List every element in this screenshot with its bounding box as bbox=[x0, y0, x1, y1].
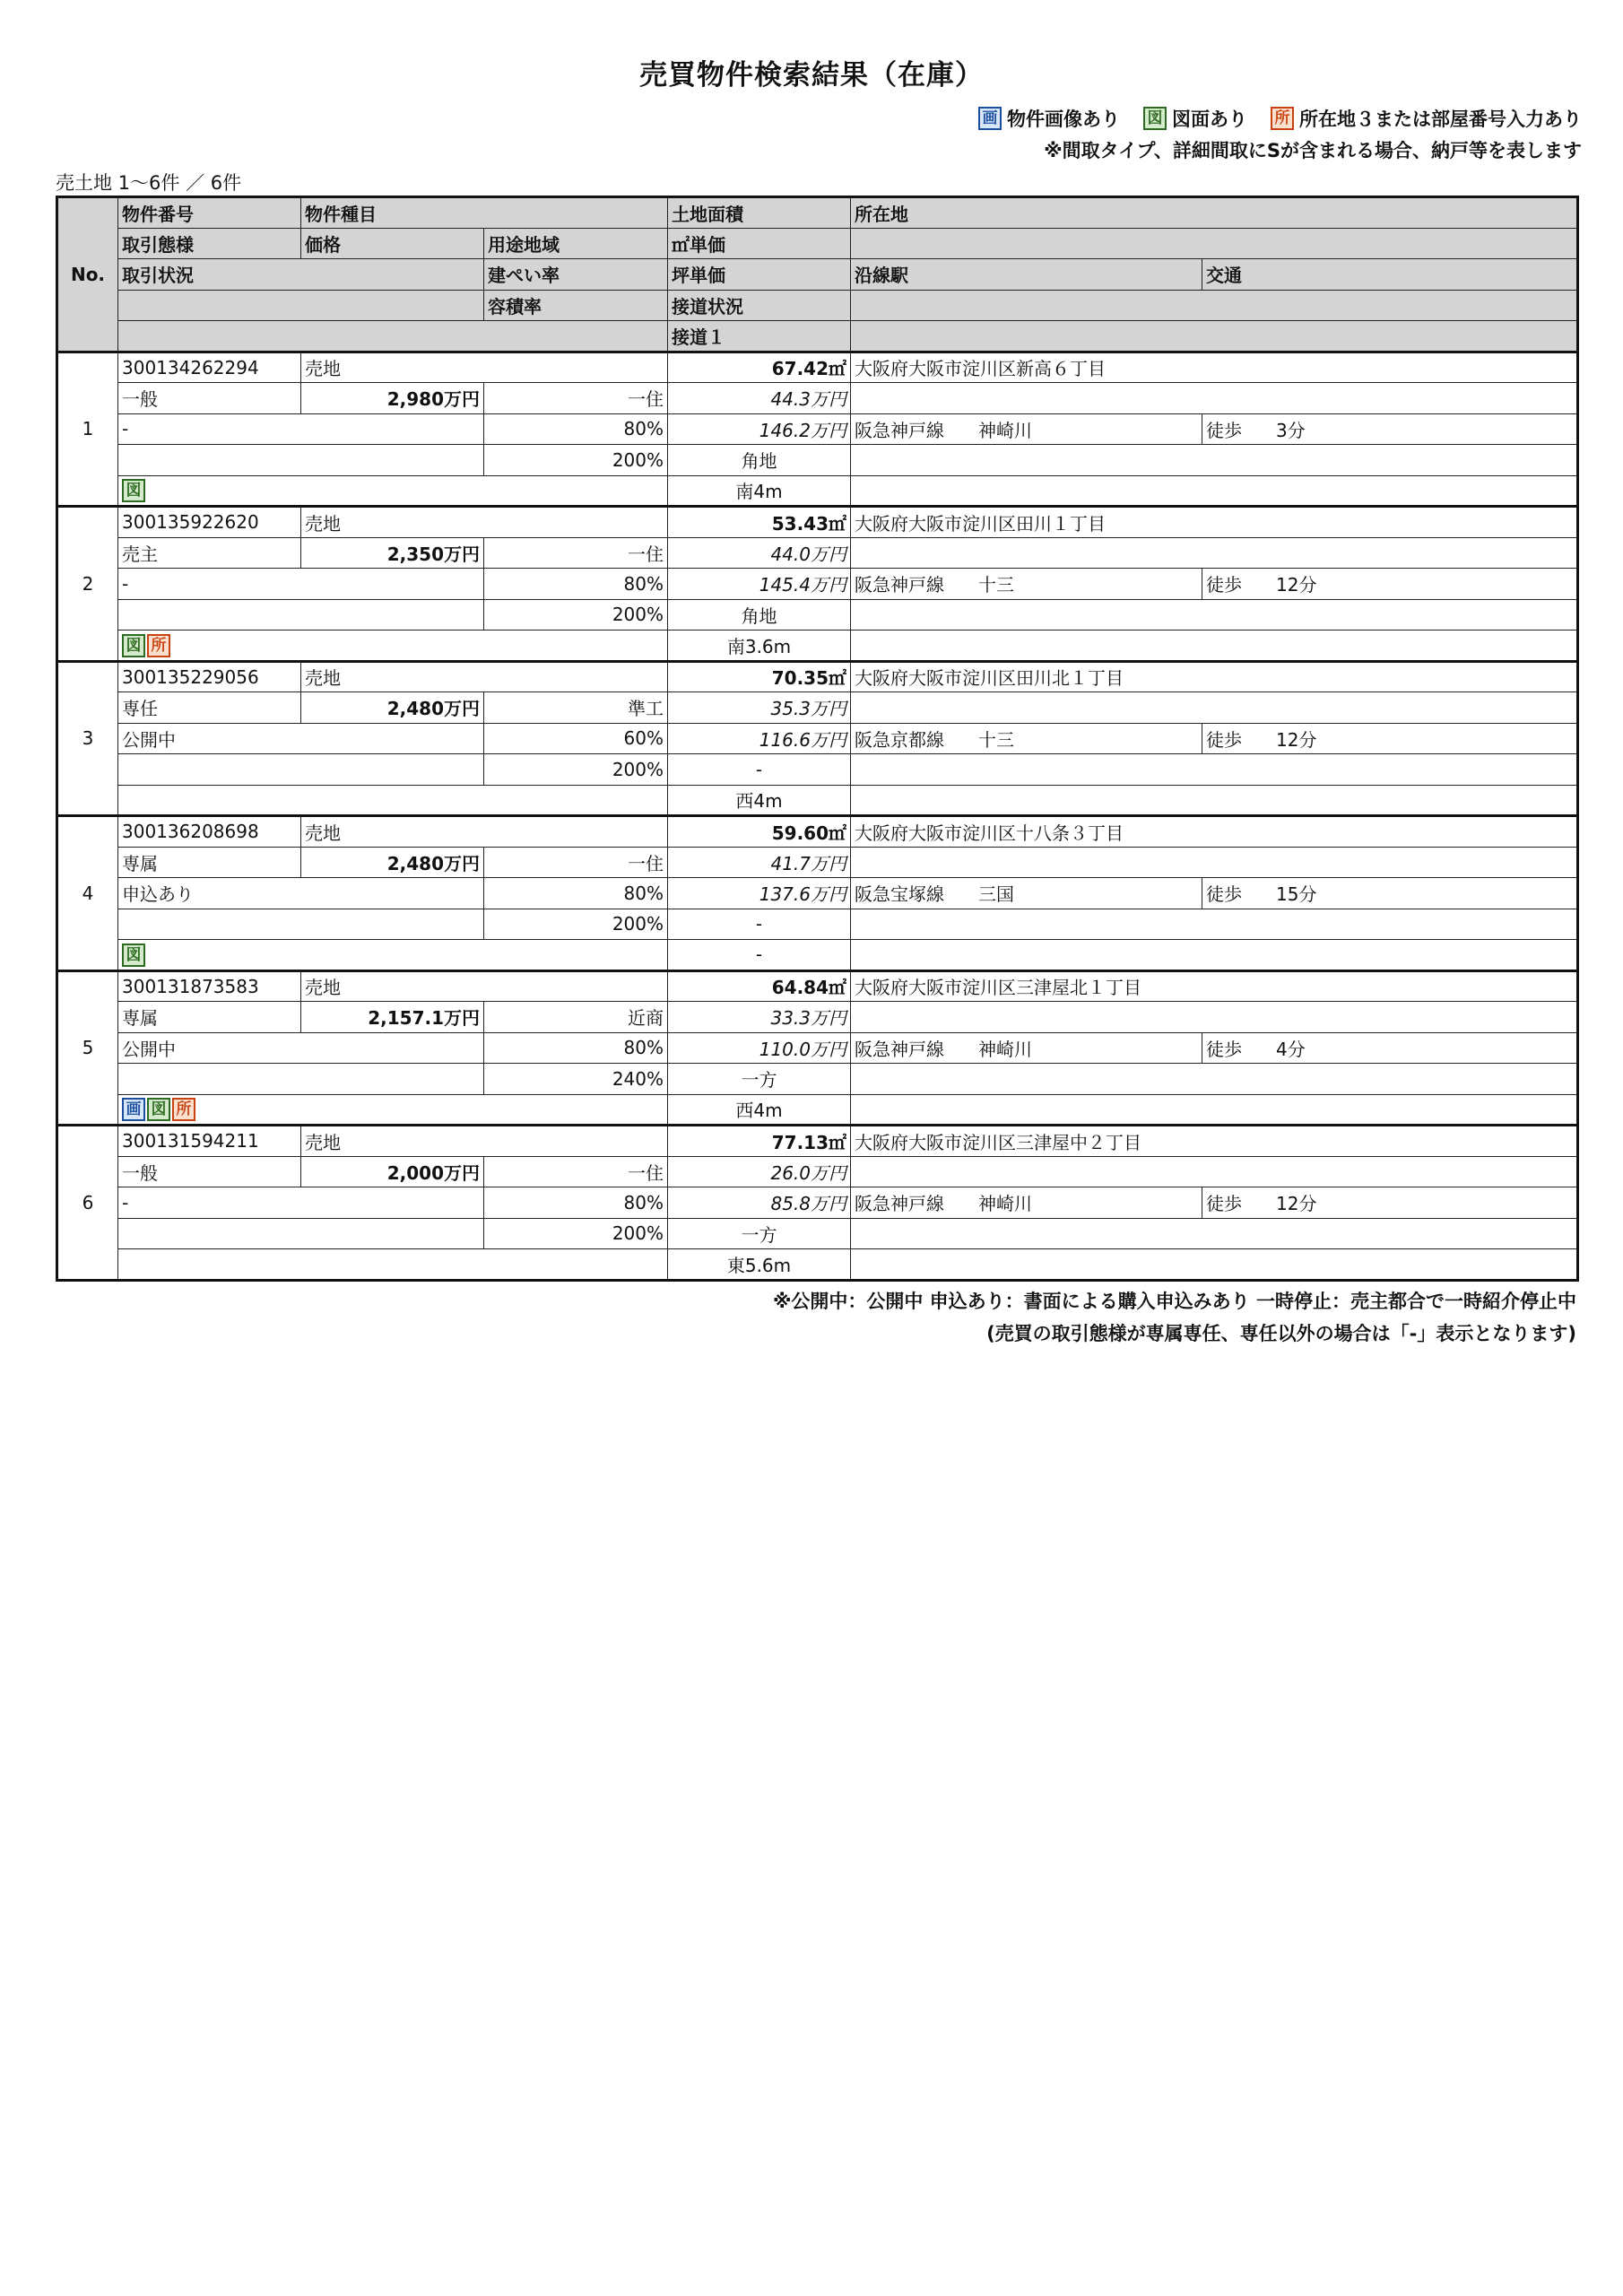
floor-area-ratio: 240% bbox=[484, 1064, 668, 1095]
property-record bbox=[57, 507, 1578, 662]
price: 2,480万円 bbox=[301, 847, 484, 878]
zoning: 一住 bbox=[484, 383, 668, 414]
road-1: 南3.6m bbox=[668, 631, 851, 662]
access-cell bbox=[1202, 723, 1578, 754]
station-cell bbox=[851, 878, 1202, 909]
walk-label: 徒歩 bbox=[1206, 419, 1242, 441]
rail-line: 阪急神戸線 bbox=[855, 574, 944, 596]
road-status: 一方 bbox=[668, 1064, 851, 1095]
walk-label: 徒歩 bbox=[1206, 883, 1242, 906]
location: 大阪府大阪市淀川区田川北１丁目 bbox=[851, 661, 1578, 692]
legend-plan-label: 図面あり bbox=[1172, 109, 1247, 130]
price: 2,000万円 bbox=[301, 1156, 484, 1187]
property-number: 300135922620 bbox=[118, 507, 301, 538]
result-count: 売土地 1〜6件 ／ 6件 bbox=[56, 172, 242, 194]
floor-plan-icon: 図 bbox=[122, 634, 145, 657]
image-available-icon: 画 bbox=[122, 1098, 145, 1121]
land-area: 53.43㎡ bbox=[668, 507, 851, 538]
road-status: 角地 bbox=[668, 445, 851, 476]
property-record bbox=[57, 1126, 1578, 1281]
layout-note: ※間取タイプ、詳細間取にSが含まれる場合、納戸等を表します bbox=[1044, 140, 1582, 161]
tsubo-price: 137.6万円 bbox=[668, 878, 851, 909]
rail-line: 阪急神戸線 bbox=[855, 419, 944, 441]
floor-plan-icon: 図 bbox=[122, 479, 145, 502]
tsubo-price: 110.0万円 bbox=[668, 1032, 851, 1064]
station-name: 十三 bbox=[978, 574, 1014, 596]
sqm-price: 44.3万円 bbox=[668, 383, 851, 414]
access-cell bbox=[1202, 1187, 1578, 1219]
access-cell bbox=[1202, 569, 1578, 600]
status-legend-note: ※公開中：公開中 申込あり：書面による購入申込みあり 一時停止：売主都合で一時紹介停止中 bbox=[772, 1290, 1576, 1312]
property-record bbox=[57, 970, 1578, 1126]
tsubo-price: 116.6万円 bbox=[668, 723, 851, 754]
walk-minutes: 4分 bbox=[1276, 1038, 1306, 1060]
road-1: 東5.6m bbox=[668, 1249, 851, 1281]
road-1: 西4m bbox=[668, 1094, 851, 1126]
land-area: 59.60㎡ bbox=[668, 816, 851, 848]
icon-legend bbox=[978, 105, 1582, 132]
zoning: 準工 bbox=[484, 692, 668, 724]
road-status: - bbox=[668, 909, 851, 940]
header-land-area: 土地面積 bbox=[668, 197, 851, 229]
walk-minutes: 15分 bbox=[1276, 883, 1317, 906]
header-no: No. bbox=[57, 197, 118, 352]
station-cell bbox=[851, 1032, 1202, 1064]
location: 大阪府大阪市淀川区新高６丁目 bbox=[851, 352, 1578, 383]
station-name: 神崎川 bbox=[978, 1038, 1032, 1060]
transaction-status: - bbox=[118, 413, 484, 445]
transaction-mode: 専属 bbox=[118, 847, 301, 878]
rail-line: 阪急京都線 bbox=[855, 728, 944, 751]
table-header bbox=[57, 197, 1578, 352]
floor-area-ratio: 200% bbox=[484, 599, 668, 631]
header-tsubo-price: 坪単価 bbox=[668, 259, 851, 291]
legend-address-label: 所在地３または部屋番号入力あり bbox=[1299, 109, 1582, 130]
property-type: 売地 bbox=[301, 1126, 668, 1157]
property-record bbox=[57, 352, 1578, 507]
address-detail-icon: 所 bbox=[1271, 107, 1294, 130]
walk-minutes: 3分 bbox=[1276, 419, 1306, 441]
land-area: 64.84㎡ bbox=[668, 970, 851, 1002]
record-icons bbox=[118, 940, 668, 971]
location: 大阪府大阪市淀川区三津屋北１丁目 bbox=[851, 970, 1578, 1002]
header-sqm-price: ㎡単価 bbox=[668, 228, 851, 259]
sqm-price: 26.0万円 bbox=[668, 1156, 851, 1187]
header-transaction-mode: 取引態様 bbox=[118, 228, 301, 259]
land-area: 77.13㎡ bbox=[668, 1126, 851, 1157]
coverage-ratio: 80% bbox=[484, 569, 668, 600]
walk-label: 徒歩 bbox=[1206, 1038, 1242, 1060]
transaction-status: - bbox=[118, 569, 484, 600]
property-number: 300136208698 bbox=[118, 816, 301, 848]
transaction-mode: 一般 bbox=[118, 383, 301, 414]
header-property-type: 物件種目 bbox=[301, 197, 668, 229]
zoning: 一住 bbox=[484, 847, 668, 878]
road-1: 西4m bbox=[668, 785, 851, 816]
record-no: 4 bbox=[57, 816, 118, 971]
location: 大阪府大阪市淀川区三津屋中２丁目 bbox=[851, 1126, 1578, 1157]
station-cell bbox=[851, 413, 1202, 445]
road-status: - bbox=[668, 754, 851, 786]
station-cell bbox=[851, 723, 1202, 754]
address-detail-icon: 所 bbox=[172, 1098, 195, 1121]
header-property-number: 物件番号 bbox=[118, 197, 301, 229]
record-icons bbox=[118, 1094, 668, 1126]
walk-minutes: 12分 bbox=[1276, 574, 1317, 596]
road-1: - bbox=[668, 940, 851, 971]
access-cell bbox=[1202, 878, 1578, 909]
tsubo-price: 85.8万円 bbox=[668, 1187, 851, 1219]
transaction-status: 公開中 bbox=[118, 723, 484, 754]
transaction-mode: 売主 bbox=[118, 537, 301, 569]
station-cell bbox=[851, 569, 1202, 600]
property-record bbox=[57, 816, 1578, 971]
property-type: 売地 bbox=[301, 970, 668, 1002]
tsubo-price: 146.2万円 bbox=[668, 413, 851, 445]
price: 2,480万円 bbox=[301, 692, 484, 724]
header-transaction-status: 取引状況 bbox=[118, 259, 484, 291]
address-detail-icon: 所 bbox=[147, 634, 170, 657]
rail-line: 阪急神戸線 bbox=[855, 1193, 944, 1215]
header-floor-area-ratio: 容積率 bbox=[484, 290, 668, 321]
record-no: 5 bbox=[57, 970, 118, 1126]
header-zoning: 用途地域 bbox=[484, 228, 668, 259]
record-no: 2 bbox=[57, 507, 118, 662]
header-location: 所在地 bbox=[851, 197, 1578, 229]
rail-line: 阪急宝塚線 bbox=[855, 883, 944, 906]
floor-area-ratio: 200% bbox=[484, 909, 668, 940]
sqm-price: 44.0万円 bbox=[668, 537, 851, 569]
transaction-mode: 専任 bbox=[118, 692, 301, 724]
walk-label: 徒歩 bbox=[1206, 1193, 1242, 1215]
access-cell bbox=[1202, 413, 1578, 445]
land-area: 70.35㎡ bbox=[668, 661, 851, 692]
floor-area-ratio: 200% bbox=[484, 445, 668, 476]
access-cell bbox=[1202, 1032, 1578, 1064]
results-table bbox=[56, 196, 1579, 1282]
coverage-ratio: 80% bbox=[484, 878, 668, 909]
tsubo-price: 145.4万円 bbox=[668, 569, 851, 600]
station-name: 十三 bbox=[978, 728, 1014, 751]
record-icons bbox=[118, 475, 668, 507]
walk-minutes: 12分 bbox=[1276, 1193, 1317, 1215]
property-type: 売地 bbox=[301, 507, 668, 538]
property-record bbox=[57, 661, 1578, 816]
coverage-ratio: 80% bbox=[484, 1187, 668, 1219]
sqm-price: 35.3万円 bbox=[668, 692, 851, 724]
header-coverage-ratio: 建ぺい率 bbox=[484, 259, 668, 291]
legend-image-label: 物件画像あり bbox=[1007, 109, 1120, 130]
header-road-status: 接道状況 bbox=[668, 290, 851, 321]
record-icons bbox=[118, 1249, 668, 1281]
transaction-mode-note: (売買の取引態様が専属専任、専任以外の場合は「-」表示となります) bbox=[986, 1322, 1576, 1344]
price: 2,980万円 bbox=[301, 383, 484, 414]
header-station: 沿線駅 bbox=[851, 259, 1202, 291]
property-type: 売地 bbox=[301, 352, 668, 383]
property-type: 売地 bbox=[301, 661, 668, 692]
zoning: 近商 bbox=[484, 1002, 668, 1033]
station-name: 三国 bbox=[978, 883, 1014, 906]
walk-minutes: 12分 bbox=[1276, 728, 1317, 751]
transaction-status: 公開中 bbox=[118, 1032, 484, 1064]
floor-plan-icon: 図 bbox=[122, 944, 145, 967]
floor-plan-icon: 図 bbox=[147, 1098, 170, 1121]
zoning: 一住 bbox=[484, 537, 668, 569]
page-title: 売買物件検索結果（在庫） bbox=[639, 59, 984, 91]
location: 大阪府大阪市淀川区田川１丁目 bbox=[851, 507, 1578, 538]
station-name: 神崎川 bbox=[978, 1193, 1032, 1215]
price: 2,350万円 bbox=[301, 537, 484, 569]
road-1: 南4m bbox=[668, 475, 851, 507]
record-no: 6 bbox=[57, 1126, 118, 1281]
walk-label: 徒歩 bbox=[1206, 574, 1242, 596]
rail-line: 阪急神戸線 bbox=[855, 1038, 944, 1060]
transaction-status: - bbox=[118, 1187, 484, 1219]
record-no: 3 bbox=[57, 661, 118, 816]
header-price: 価格 bbox=[301, 228, 484, 259]
coverage-ratio: 80% bbox=[484, 413, 668, 445]
land-area: 67.42㎡ bbox=[668, 352, 851, 383]
road-status: 角地 bbox=[668, 599, 851, 631]
coverage-ratio: 80% bbox=[484, 1032, 668, 1064]
record-no: 1 bbox=[57, 352, 118, 507]
location: 大阪府大阪市淀川区十八条３丁目 bbox=[851, 816, 1578, 848]
record-icons bbox=[118, 631, 668, 662]
header-road-1: 接道１ bbox=[668, 321, 851, 352]
zoning: 一住 bbox=[484, 1156, 668, 1187]
property-type: 売地 bbox=[301, 816, 668, 848]
station-cell bbox=[851, 1187, 1202, 1219]
station-name: 神崎川 bbox=[978, 419, 1032, 441]
transaction-mode: 専属 bbox=[118, 1002, 301, 1033]
coverage-ratio: 60% bbox=[484, 723, 668, 754]
price: 2,157.1万円 bbox=[301, 1002, 484, 1033]
floor-plan-icon: 図 bbox=[1143, 107, 1167, 130]
property-number: 300131873583 bbox=[118, 970, 301, 1002]
road-status: 一方 bbox=[668, 1218, 851, 1249]
transaction-mode: 一般 bbox=[118, 1156, 301, 1187]
transaction-status: 申込あり bbox=[118, 878, 484, 909]
header-access: 交通 bbox=[1202, 259, 1578, 291]
floor-area-ratio: 200% bbox=[484, 1218, 668, 1249]
property-number: 300131594211 bbox=[118, 1126, 301, 1157]
property-number: 300135229056 bbox=[118, 661, 301, 692]
sqm-price: 41.7万円 bbox=[668, 847, 851, 878]
sqm-price: 33.3万円 bbox=[668, 1002, 851, 1033]
walk-label: 徒歩 bbox=[1206, 728, 1242, 751]
floor-area-ratio: 200% bbox=[484, 754, 668, 786]
record-icons bbox=[118, 785, 668, 816]
image-available-icon: 画 bbox=[978, 107, 1002, 130]
property-number: 300134262294 bbox=[118, 352, 301, 383]
